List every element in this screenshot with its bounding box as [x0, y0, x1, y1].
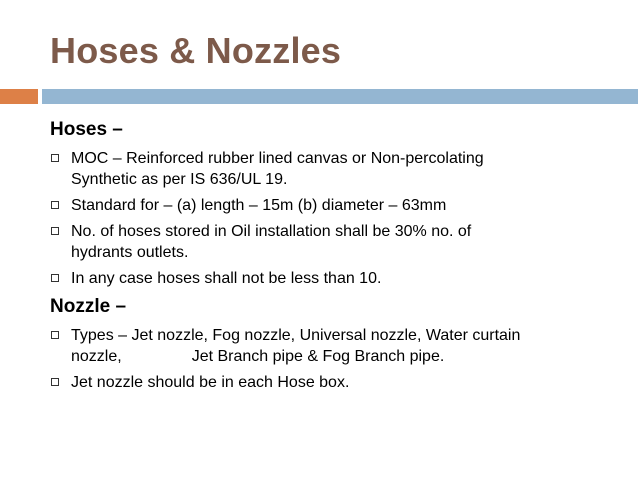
item-text-line2: hydrants outlets.	[71, 244, 189, 261]
item-text-line2a: nozzle,	[71, 348, 122, 365]
item-text-line1: Standard for – (a) length – 15m (b) diameter – 63mm	[71, 197, 447, 214]
header-divider-bar	[42, 89, 638, 104]
item-text-line2	[71, 346, 620, 367]
list-item	[50, 195, 620, 216]
nozzle-list	[50, 325, 620, 393]
hollow-square-icon	[51, 154, 59, 162]
hoses-list	[50, 148, 620, 289]
item-text-line2b: Jet Branch pipe & Fog Branch pipe.	[191, 348, 445, 365]
item-text-line1: Jet nozzle should be in each Hose box.	[71, 374, 350, 391]
slide-title: Hoses & Nozzles	[50, 30, 342, 71]
item-text-line1: MOC – Reinforced rubber lined canvas or Non-percolating	[71, 150, 484, 167]
list-item	[50, 268, 620, 289]
hollow-square-icon	[51, 201, 59, 209]
section-heading-nozzle: Nozzle –	[50, 296, 127, 317]
item-text-line1: Types – Jet nozzle, Fog nozzle, Universal nozzle, Water curtain	[71, 327, 521, 344]
hollow-square-icon	[51, 227, 59, 235]
item-text-line1: In any case hoses shall not be less than 10.	[71, 270, 382, 287]
list-item	[50, 372, 620, 393]
hollow-square-icon	[51, 274, 59, 282]
section-heading-hoses: Hoses –	[50, 119, 123, 140]
item-text-line1: No. of hoses stored in Oil installation shall be 30% no. of	[71, 223, 472, 240]
list-item	[50, 148, 620, 190]
list-item	[50, 221, 620, 263]
hollow-square-icon	[51, 378, 59, 386]
hollow-square-icon	[51, 331, 59, 339]
list-item	[50, 325, 620, 367]
accent-bar	[0, 89, 38, 104]
item-text-line2: Synthetic as per IS 636/UL 19.	[71, 171, 288, 188]
slide-body	[50, 118, 620, 399]
